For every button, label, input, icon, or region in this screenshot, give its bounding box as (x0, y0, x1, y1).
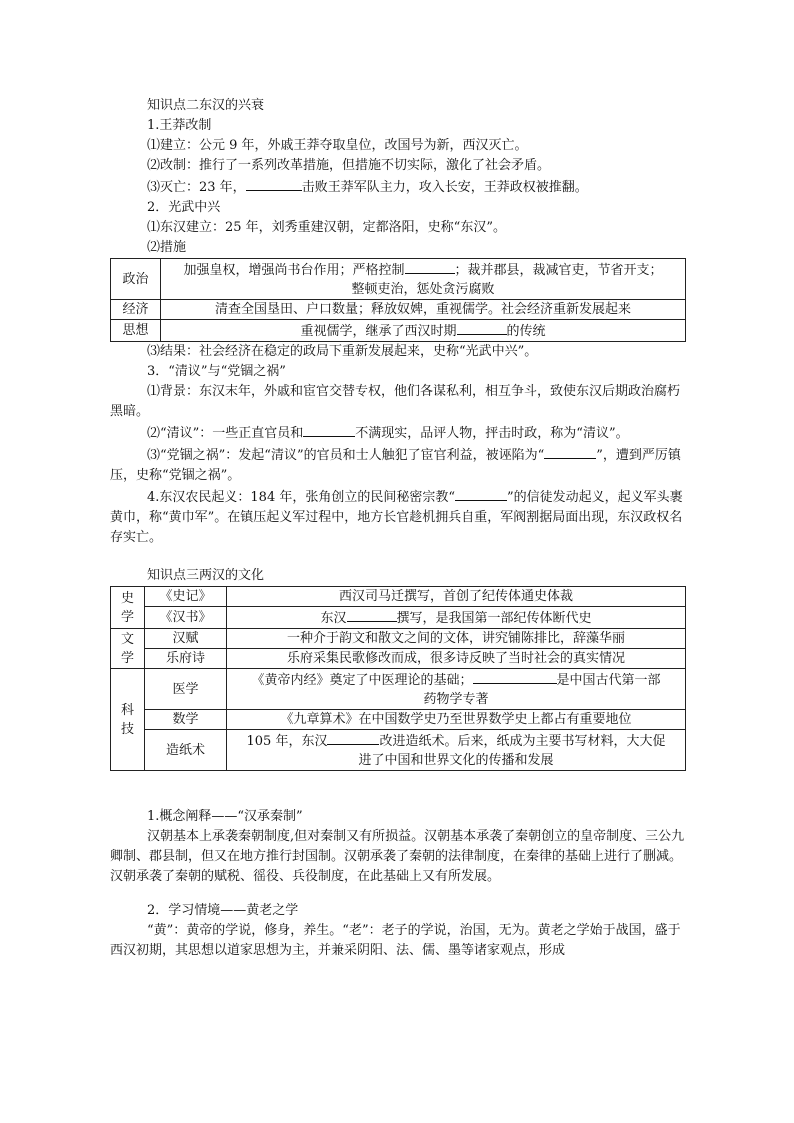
document-page (110, 96, 686, 961)
table-cell (227, 607, 686, 629)
fill-blank (246, 176, 302, 191)
table-row (111, 259, 686, 300)
text: 撰写，是我国第一部纪传体断代史 (396, 611, 592, 626)
table-cell: 乐府采集民歌修改而成，很多诗反映了当时社会的真实情况 (227, 649, 686, 669)
table-cell: 乐府诗 (145, 649, 227, 669)
text: 《黄帝内经》奠定了中医理论的基础； (251, 673, 473, 688)
text: ”的信徒发动起义，起义军头裹黄巾，称“黄巾军”。在镇压起义军过程中，地方长官趁机拥兵自重，军阀割据局面出现，东汉政权名存实亡。 (110, 490, 683, 545)
table-cell (227, 669, 686, 710)
text: 4.东汉农民起义：184 年，张角创立的民间秘密宗教“ (147, 490, 455, 505)
text: 药物学专著 (423, 692, 489, 707)
paragraph (110, 486, 686, 548)
text: ⑶灭亡：23 年， (147, 180, 246, 195)
group-head: 文学 (111, 629, 145, 669)
table-cell (161, 320, 686, 342)
group-head: 科技 (111, 669, 145, 771)
measures-table (110, 258, 686, 342)
text: ⑶“党锢之祸”：发起“清议”的官员和士人触犯了宦官利益，被诬陷为“ (147, 448, 545, 463)
table-cell: 造纸术 (145, 730, 227, 771)
row-head: 思想 (111, 320, 161, 342)
fill-blank (405, 259, 455, 274)
table-cell (161, 259, 686, 300)
paragraph (110, 176, 686, 198)
table-row (111, 607, 686, 629)
paragraph: ⑴背景：东汉末年，外戚和宦官交替专权，他们各谋私利，相互争斗，致使东汉后期政治腐朽黑暗。 (110, 384, 681, 419)
fill-blank (303, 422, 355, 437)
table-cell: 数学 (145, 710, 227, 730)
text: 的传统 (506, 324, 546, 339)
heading: 1.王莽改制 (147, 118, 212, 133)
text: 整顿吏治，惩处贪污腐败 (351, 282, 495, 297)
table-cell: 西汉司马迁撰写，首创了纪传体通史体裁 (227, 587, 686, 607)
text: 改进造纸术。后来，纸成为主要书写材料，大大促 (379, 734, 666, 749)
text: 重视儒学，继承了西汉时期 (300, 324, 457, 339)
table-cell: 《九章算术》在中国数学史乃至世界数学史上都占有重要地位 (227, 710, 686, 730)
table-cell: 《汉书》 (145, 607, 227, 629)
table-cell (227, 730, 686, 771)
fill-blank (327, 730, 379, 745)
paragraph: ⑴建立：公元 9 年，外戚王莽夺取皇位，改国号为新，西汉灭亡。 (147, 138, 528, 153)
fill-blank (457, 320, 507, 335)
table-cell: 医学 (145, 669, 227, 710)
table-row (111, 629, 686, 649)
table-row (111, 587, 686, 607)
text: 进了中国和世界文化的传播和发展 (358, 753, 554, 768)
heading: 1.概念阐释——“汉承秦制” (147, 809, 303, 824)
heading: 3．“清议”与“党锢之祸” (147, 364, 286, 379)
table-cell: 《史记》 (145, 587, 227, 607)
text: 不满现实，品评人物，抨击时政，称为“清议”。 (355, 426, 629, 441)
table-cell: 清查全国垦田、户口数量；释放奴婢，重视儒学。社会经济重新发展起来 (161, 300, 686, 320)
fill-blank (544, 444, 596, 459)
fill-blank (347, 607, 397, 622)
heading: 2．光武中兴 (147, 200, 221, 215)
paragraph: 汉朝基本上承袭秦朝制度,但对秦制又有所损益。汉朝基本承袭了秦朝创立的皇帝制度、三公九卿制、郡县制，但又在地方推行封国制。汉朝承袭了秦朝的法律制度，在秦律的基础上进行了删减。汉朝承袭了秦朝的赋税、徭役、兵役制度，在此基础上又有所发展。 (110, 829, 685, 884)
paragraph (110, 444, 686, 486)
table-row (111, 669, 686, 710)
group-head: 史学 (111, 587, 145, 629)
text: 105 年，东汉 (246, 734, 328, 749)
fill-blank (455, 486, 507, 501)
paragraph: ⑵改制：推行了一系列改革措施，但措施不切实际，激化了社会矛盾。 (147, 158, 551, 173)
text: 是中国古代第一部 (556, 673, 661, 688)
table-row (111, 710, 686, 730)
paragraph: ⑵措施 (147, 240, 187, 255)
fill-blank (473, 669, 557, 684)
text: ；裁并郡县，裁减官吏，节省开支； (454, 263, 663, 278)
table-row (111, 730, 686, 771)
heading: 2．学习情境——黄老之学 (147, 903, 299, 918)
paragraph: “黄”：黄帝的学说，修身，养生。“老”：老子的学说，治国，无为。黄老之学始于战国，盛于西汉初期，其思想以道家思想为主，并兼采阴阳、法、儒、墨等诸家观点，形成 (110, 923, 681, 958)
section-title: 知识点三两汉的文化 (147, 568, 265, 583)
table-row (111, 649, 686, 669)
row-head: 政治 (111, 259, 161, 300)
row-head: 经济 (111, 300, 161, 320)
paragraph: ⑶结果：社会经济在稳定的政局下重新发展起来，史称“光武中兴”。 (147, 344, 538, 359)
table-row (111, 300, 686, 320)
text: ⑵“清议”：一些正直官员和 (147, 426, 304, 441)
text: 击败王莽军队主力，攻入长安，王莽政权被推翻。 (301, 180, 588, 195)
paragraph (110, 422, 686, 444)
table-cell: 一种介于韵文和散文之间的文体，讲究铺陈排比，辞藻华丽 (227, 629, 686, 649)
text: 加强皇权，增强尚书台作用；严格控制 (183, 263, 405, 278)
paragraph: ⑴东汉建立：25 年，刘秀重建汉朝，定都洛阳，史称“东汉”。 (147, 220, 506, 235)
section-title: 知识点二东汉的兴衰 (147, 98, 265, 113)
culture-table (110, 586, 686, 771)
text: ”，遭到严厉镇压，史称“党锢之祸”。 (110, 448, 681, 483)
table-cell: 汉赋 (145, 629, 227, 649)
table-row (111, 320, 686, 342)
text: 东汉 (320, 611, 347, 626)
